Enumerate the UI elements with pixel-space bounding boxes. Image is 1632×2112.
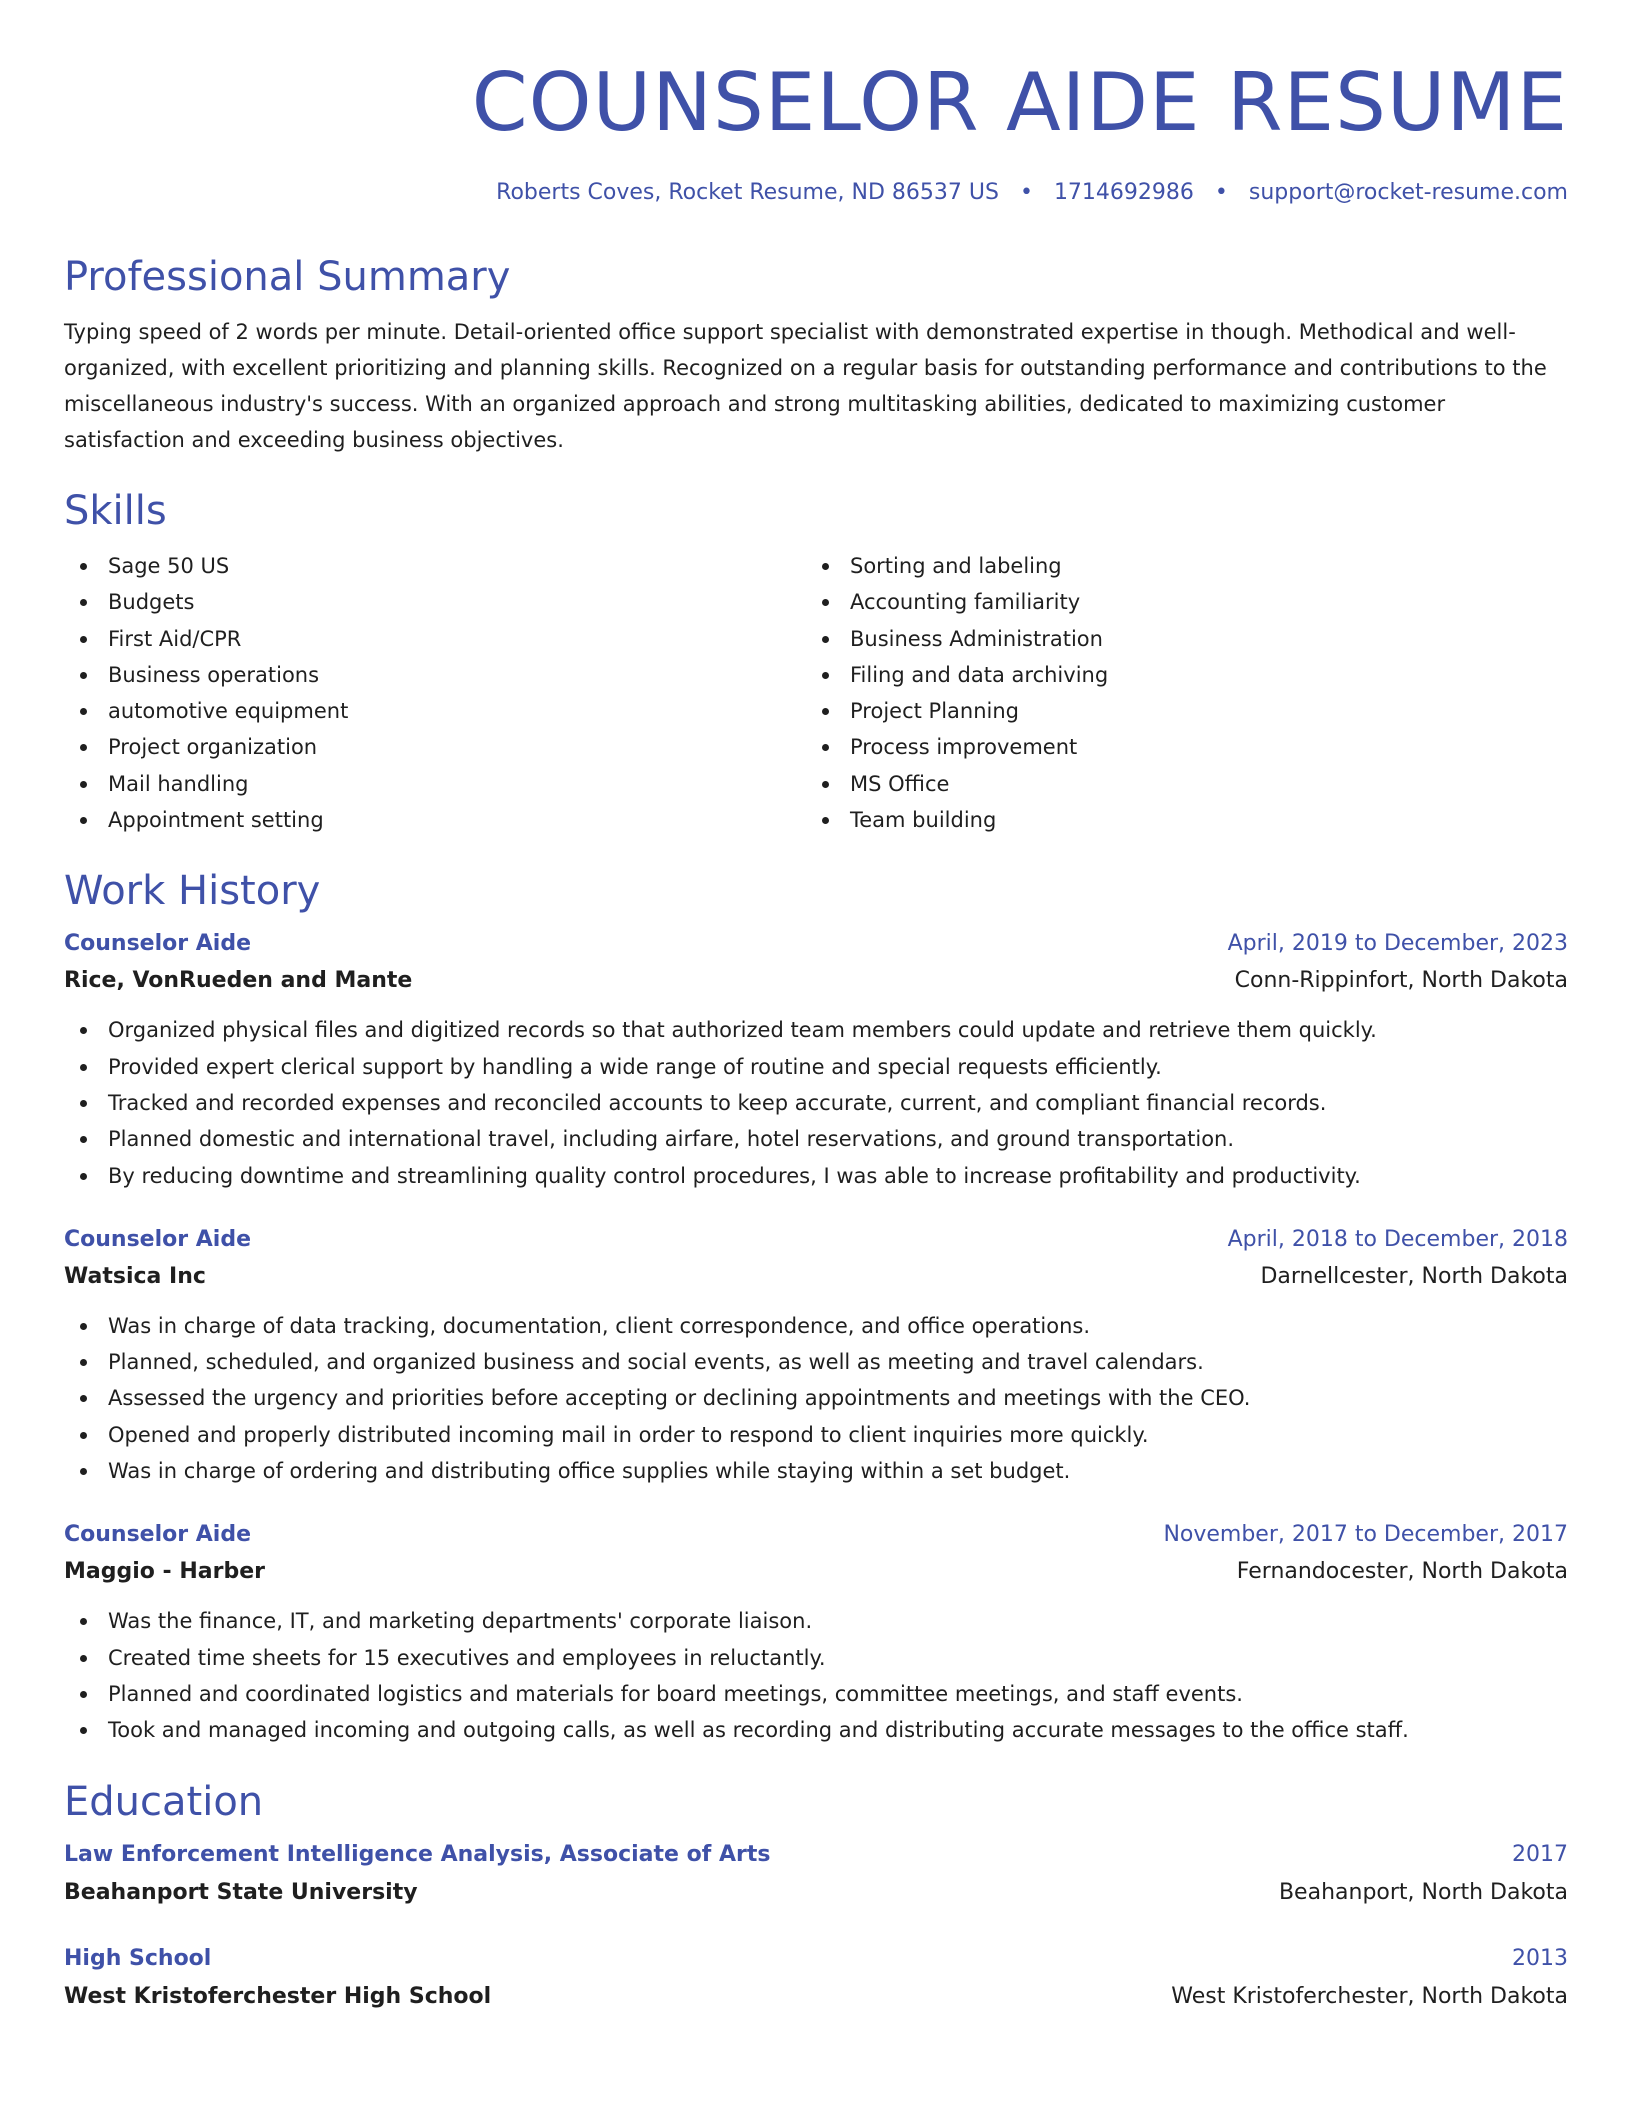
skills-grid xyxy=(64,548,1568,838)
skill-item: Business Administration xyxy=(806,621,1548,657)
job-bullet: By reducing downtime and streamlining quality control procedures, I was able to increase profitability and productivity. xyxy=(64,1158,1568,1194)
job-entry xyxy=(64,1222,1568,1489)
education-year: 2013 xyxy=(1512,1945,1568,1971)
education-entry xyxy=(64,1941,1568,2017)
job-bullet: Was in charge of data tracking, documentation, client correspondence, and office operations. xyxy=(64,1308,1568,1344)
contact-separator: • xyxy=(1214,180,1228,205)
education-school: Beahanport State University xyxy=(64,1879,418,1905)
job-bullet: Provided expert clerical support by handling a wide range of routine and special requests efficiently. xyxy=(64,1049,1568,1085)
education-school: West Kristoferchester High School xyxy=(64,1983,492,2009)
skill-item: Accounting familiarity xyxy=(806,584,1548,620)
skill-item: Mail handling xyxy=(64,766,806,802)
job-dates: November, 2017 to December, 2017 xyxy=(1163,1522,1568,1548)
skill-item: MS Office xyxy=(806,766,1548,802)
skill-item: Team building xyxy=(806,802,1548,838)
resume-title: COUNSELOR AIDE RESUME xyxy=(471,56,1568,149)
job-entry xyxy=(64,926,1568,1193)
job-company: Watsica Inc xyxy=(64,1263,206,1289)
education-location: Beahanport, North Dakota xyxy=(1278,1879,1568,1905)
job-title: Counselor Aide xyxy=(64,1226,251,1252)
education-heading: Education xyxy=(64,1778,264,1825)
job-bullet: Tracked and recorded expenses and reconciled accounts to keep accurate, current, and compliant financial records. xyxy=(64,1085,1568,1121)
education-location: West Kristoferchester, North Dakota xyxy=(1171,1983,1568,2009)
job-bullet: Planned domestic and international travel, including airfare, hotel reservations, and ground transportation. xyxy=(64,1121,1568,1157)
skill-item: automotive equipment xyxy=(64,693,806,729)
education-degree: High School xyxy=(64,1945,212,1971)
summary-text: Typing speed of 2 words per minute. Detail-oriented office support specialist with demonstrated expertise in though. Methodical and well-organized, with excellent prioritizing and planning skills. Recognized on a regular basis for outstanding performance and contributions to the miscellaneous industry's success. With an organized approach and strong multitasking abilities, dedicated to maximizing customer satisfaction and exceeding business objectives. xyxy=(64,320,1547,452)
job-dates: April, 2019 to December, 2023 xyxy=(1227,931,1568,957)
job-entry xyxy=(64,1517,1568,1748)
job-location: Fernandocester, North Dakota xyxy=(1236,1559,1568,1585)
job-bullet: Planned, scheduled, and organized business and social events, as well as meeting and travel calendars. xyxy=(64,1344,1568,1380)
contact-separator: • xyxy=(1019,180,1033,205)
job-bullet: Created time sheets for 15 executives and employees in reluctantly. xyxy=(64,1640,1568,1676)
education-year: 2017 xyxy=(1512,1841,1568,1867)
skills-list-left xyxy=(64,548,806,838)
skill-item: Business operations xyxy=(64,657,806,693)
work-history-heading: Work History xyxy=(64,868,321,915)
skill-item: Sorting and labeling xyxy=(806,548,1548,584)
skill-item: Filing and data archiving xyxy=(806,657,1548,693)
job-title: Counselor Aide xyxy=(64,1522,251,1548)
skill-item: Appointment setting xyxy=(64,802,806,838)
skill-item: First Aid/CPR xyxy=(64,621,806,657)
job-bullets xyxy=(64,1308,1568,1489)
skill-item: Process improvement xyxy=(806,729,1548,765)
contact-address: Roberts Coves, Rocket Resume, ND 86537 US xyxy=(496,180,999,205)
job-bullet: Was the finance, IT, and marketing departments' corporate liaison. xyxy=(64,1603,1568,1639)
job-bullets xyxy=(64,1603,1568,1748)
job-bullets xyxy=(64,1012,1568,1193)
skill-item: Project Planning xyxy=(806,693,1548,729)
job-bullet: Took and managed incoming and outgoing calls, as well as recording and distributing accurate messages to the office staff. xyxy=(64,1712,1568,1748)
skill-item: Budgets xyxy=(64,584,806,620)
skill-item: Sage 50 US xyxy=(64,548,806,584)
education-entry xyxy=(64,1837,1568,1913)
job-location: Conn-Rippinfort, North Dakota xyxy=(1234,968,1568,994)
contact-phone: 1714692986 xyxy=(1053,180,1194,205)
skills-heading: Skills xyxy=(64,488,167,534)
job-company: Rice, VonRueden and Mante xyxy=(64,968,413,994)
job-bullet: Was in charge of ordering and distributing office supplies while staying within a set budget. xyxy=(64,1453,1568,1489)
job-dates: April, 2018 to December, 2018 xyxy=(1227,1226,1568,1252)
job-bullet: Opened and properly distributed incoming mail in order to respond to client inquiries more quickly. xyxy=(64,1417,1568,1453)
job-title: Counselor Aide xyxy=(64,931,251,957)
skills-list-right xyxy=(806,548,1548,838)
summary-heading: Professional Summary xyxy=(64,254,511,300)
education-degree: Law Enforcement Intelligence Analysis, Associate of Arts xyxy=(64,1841,771,1867)
job-bullet: Assessed the urgency and priorities before accepting or declining appointments and meetings with the CEO. xyxy=(64,1380,1568,1416)
contact-email: support@rocket-resume.com xyxy=(1248,180,1568,205)
job-bullet: Organized physical files and digitized records so that authorized team members could update and retrieve them quickly. xyxy=(64,1012,1568,1048)
job-company: Maggio - Harber xyxy=(64,1559,265,1585)
contact-line xyxy=(64,178,1568,208)
skill-item: Project organization xyxy=(64,729,806,765)
job-bullet: Planned and coordinated logistics and materials for board meetings, committee meetings, and staff events. xyxy=(64,1676,1568,1712)
resume-page xyxy=(64,0,1568,2017)
job-location: Darnellcester, North Dakota xyxy=(1260,1263,1568,1289)
